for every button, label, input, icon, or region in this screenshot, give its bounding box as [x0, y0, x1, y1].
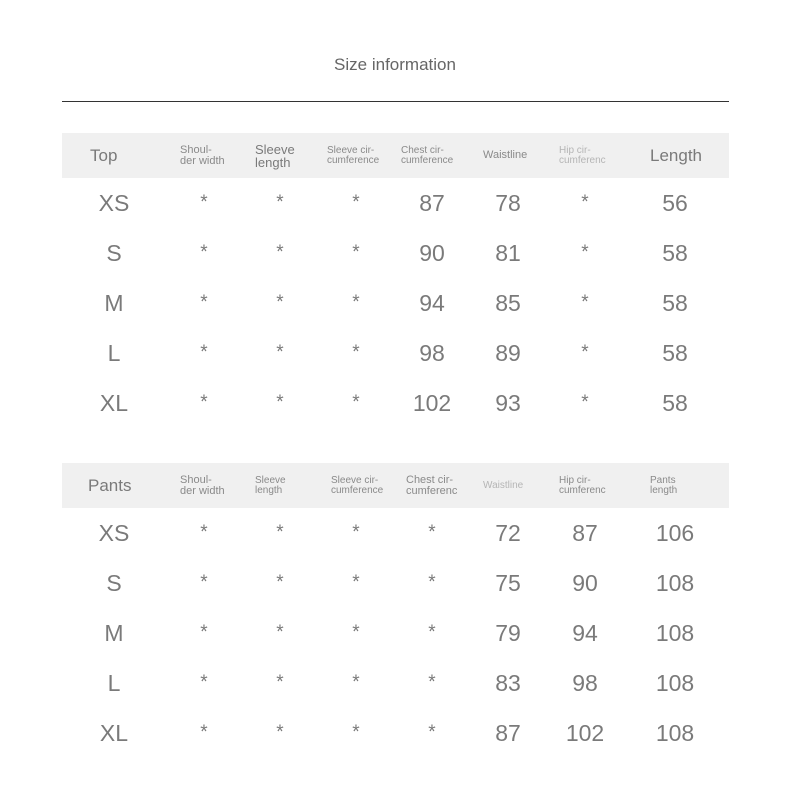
table-cell: *	[276, 672, 284, 693]
pants-size-table	[62, 463, 729, 758]
table-cell: *	[352, 522, 360, 543]
size-label: M	[104, 619, 124, 646]
table-cell: *	[276, 192, 284, 213]
table-cell: *	[200, 192, 208, 213]
table-cell: *	[581, 392, 589, 413]
table-cell: *	[352, 722, 360, 743]
table-cell: 87	[572, 519, 598, 546]
size-label: M	[104, 289, 124, 316]
pants-header-cell: Chest cir- cumferenc	[406, 473, 458, 497]
pants-header-cell: Waistline	[483, 479, 524, 491]
table-cell: 58	[662, 239, 688, 266]
table-cell: *	[352, 392, 360, 413]
table-row	[62, 658, 729, 708]
top-header-cell: Waistline	[483, 149, 528, 161]
pants-header-cell: Sleeve length	[255, 474, 286, 496]
table-cell: 108	[655, 569, 695, 596]
table-row	[62, 278, 729, 328]
size-label: S	[106, 569, 122, 596]
table-cell: *	[276, 342, 284, 363]
table-cell: *	[200, 622, 208, 643]
table-cell: *	[276, 622, 284, 643]
table-cell: 83	[495, 669, 521, 696]
table-cell: *	[200, 392, 208, 413]
pants-header-cell: Pants	[88, 476, 132, 495]
table-cell: *	[200, 672, 208, 693]
table-cell: 56	[662, 189, 688, 216]
top-header-cell: Length	[650, 146, 702, 165]
table-cell: 98	[419, 339, 445, 366]
size-label: XS	[98, 519, 130, 546]
table-cell: *	[200, 722, 208, 743]
top-header-cell: Shoul- der width	[180, 143, 225, 167]
table-cell: *	[200, 242, 208, 263]
table-row	[62, 708, 729, 758]
table-cell: 87	[419, 189, 445, 216]
pants-header-cell: Sleeve cir- cumference	[331, 474, 384, 496]
table-cell: *	[428, 672, 436, 693]
pants-header-cell: Shoul- der width	[180, 473, 225, 497]
table-cell: 78	[495, 189, 521, 216]
table-cell: 106	[655, 519, 695, 546]
table-cell: *	[352, 572, 360, 593]
table-cell: 58	[662, 389, 688, 416]
table-cell: *	[200, 292, 208, 313]
table-cell: *	[581, 342, 589, 363]
table-cell: *	[581, 242, 589, 263]
table-cell: 81	[495, 239, 521, 266]
page-title: Size information	[334, 55, 456, 74]
size-label: XL	[99, 389, 129, 416]
top-header-row	[62, 133, 729, 178]
table-cell: 108	[655, 669, 695, 696]
title-divider	[62, 101, 729, 102]
table-cell: *	[428, 622, 436, 643]
top-size-table	[62, 133, 729, 428]
top-header-cell: Hip cir- cumferenc	[559, 144, 606, 166]
top-header-cell: Top	[90, 146, 118, 165]
table-cell: *	[200, 342, 208, 363]
table-cell: *	[428, 722, 436, 743]
pants-header-row	[62, 463, 729, 508]
table-cell: 90	[572, 569, 598, 596]
table-cell: 85	[495, 289, 521, 316]
size-label: L	[107, 669, 121, 696]
table-cell: *	[200, 572, 208, 593]
table-row	[62, 378, 729, 428]
table-cell: *	[276, 572, 284, 593]
table-cell: 108	[655, 719, 695, 746]
table-cell: *	[352, 292, 360, 313]
table-cell: 87	[495, 719, 521, 746]
table-cell: 108	[655, 619, 695, 646]
table-cell: 90	[419, 239, 445, 266]
top-header-cell: Sleeve length	[255, 141, 295, 170]
table-cell: *	[276, 292, 284, 313]
table-cell: 102	[565, 719, 605, 746]
table-cell: 72	[495, 519, 521, 546]
size-label: XL	[99, 719, 129, 746]
table-cell: *	[352, 342, 360, 363]
table-cell: *	[276, 522, 284, 543]
table-cell: 79	[495, 619, 521, 646]
table-cell: 58	[662, 289, 688, 316]
table-row	[62, 558, 729, 608]
table-cell: *	[276, 722, 284, 743]
table-cell: *	[581, 192, 589, 213]
table-cell: *	[276, 392, 284, 413]
size-label: XS	[98, 189, 130, 216]
table-cell: *	[428, 572, 436, 593]
size-label: L	[107, 339, 121, 366]
table-cell: *	[581, 292, 589, 313]
table-cell: 102	[412, 389, 452, 416]
table-cell: *	[428, 522, 436, 543]
table-cell: 58	[662, 339, 688, 366]
table-row	[62, 328, 729, 378]
size-label: S	[106, 239, 122, 266]
table-cell: 93	[495, 389, 521, 416]
table-cell: *	[276, 242, 284, 263]
table-cell: 75	[495, 569, 521, 596]
table-cell: 89	[495, 339, 521, 366]
table-cell: 98	[572, 669, 598, 696]
table-row	[62, 508, 729, 558]
table-cell: 94	[572, 619, 598, 646]
table-row	[62, 178, 729, 228]
top-header-cell: Sleeve cir- cumference	[327, 144, 380, 166]
table-cell: *	[200, 522, 208, 543]
table-cell: *	[352, 622, 360, 643]
pants-header-cell: Pants length	[650, 474, 678, 496]
table-cell: *	[352, 192, 360, 213]
pants-header-cell: Hip cir- cumferenc	[559, 474, 606, 496]
top-header-cell: Chest cir- cumference	[401, 144, 454, 166]
table-cell: *	[352, 242, 360, 263]
table-row	[62, 608, 729, 658]
table-row	[62, 228, 729, 278]
table-cell: 94	[419, 289, 445, 316]
table-cell: *	[352, 672, 360, 693]
